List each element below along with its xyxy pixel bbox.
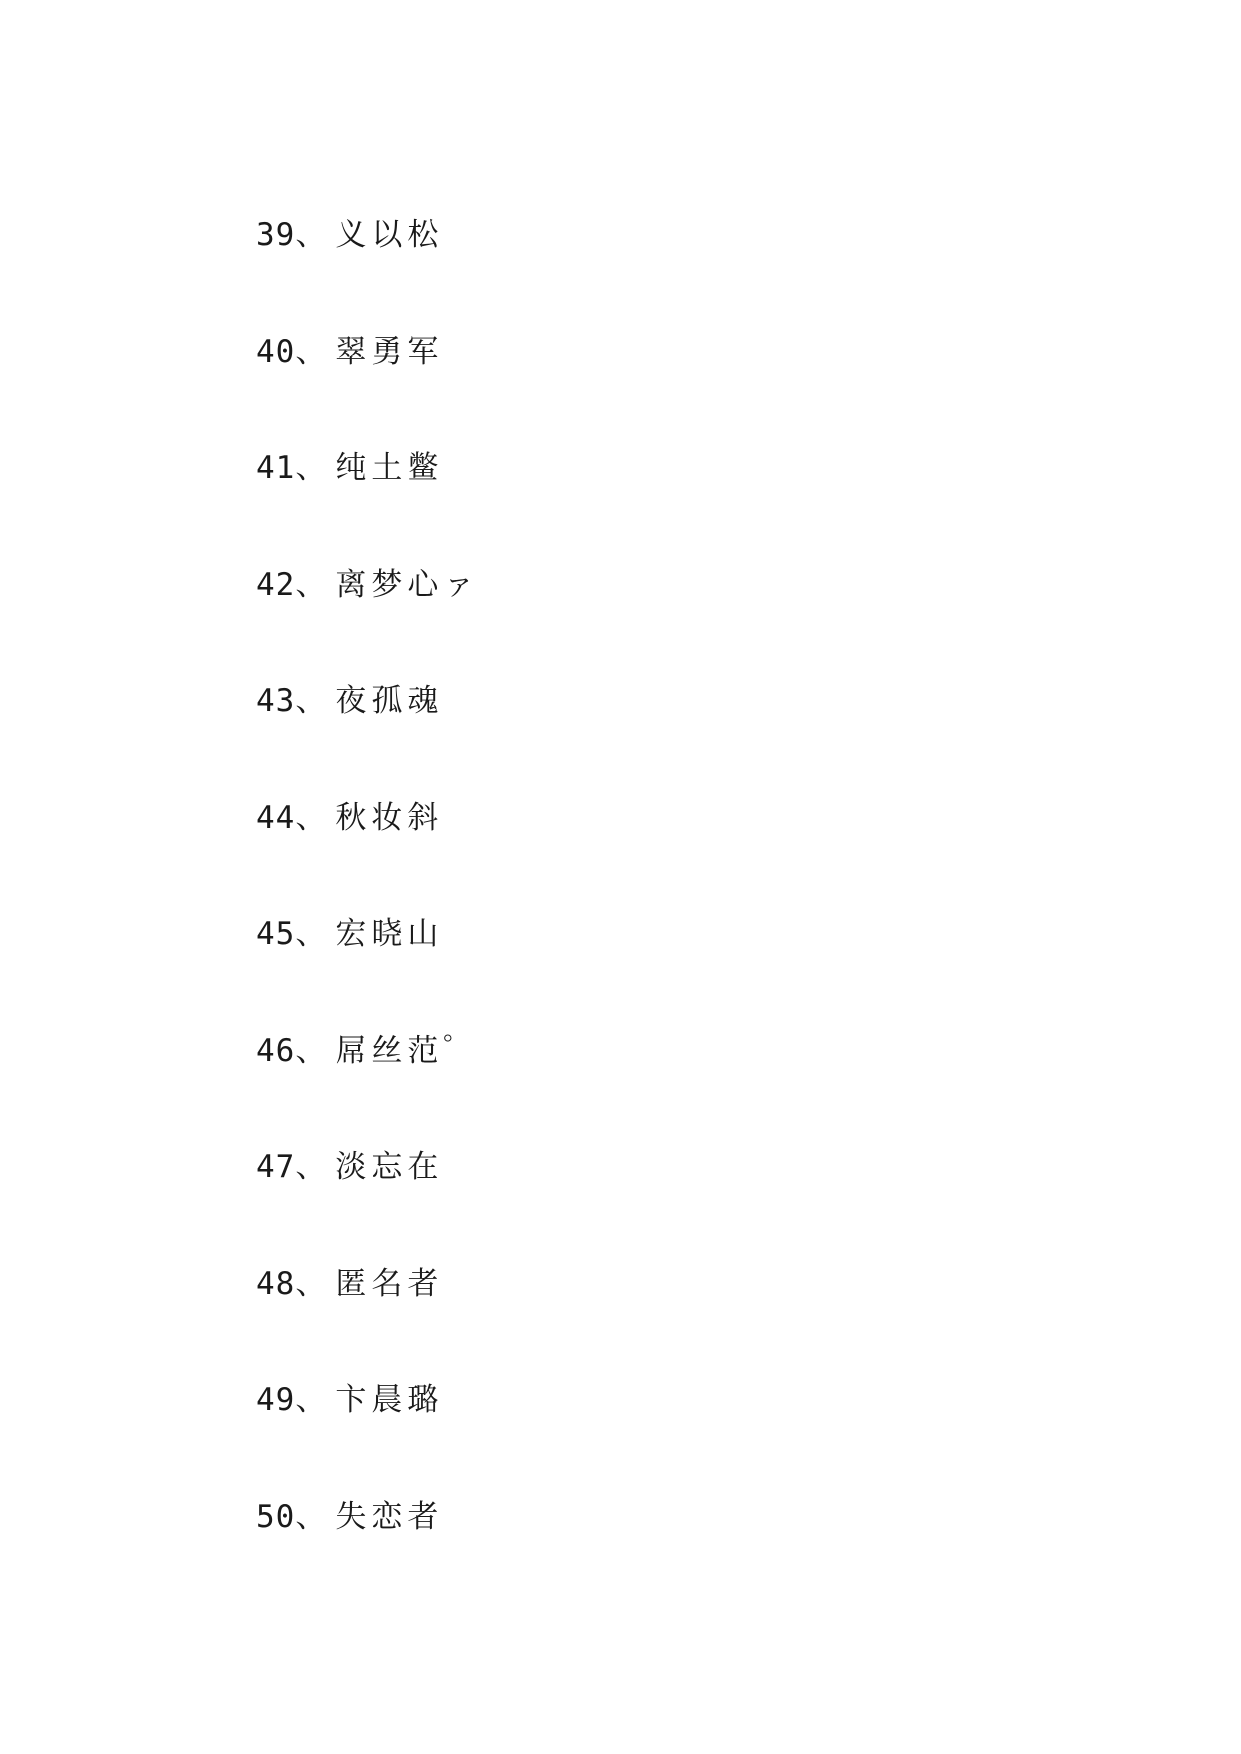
item-text: 淡忘在 xyxy=(335,1149,444,1185)
item-number: 49 xyxy=(256,1382,296,1418)
item-separator: 、 xyxy=(295,1382,332,1418)
item-number: 41 xyxy=(256,450,296,486)
item-number: 47 xyxy=(256,1149,296,1185)
item-number: 45 xyxy=(256,916,296,952)
name-list xyxy=(256,217,480,1618)
item-text: 秋妆斜 xyxy=(335,799,444,836)
list-item xyxy=(256,799,479,920)
item-text: 离梦心ァ xyxy=(335,566,480,603)
item-separator: 、 xyxy=(295,1149,332,1185)
item-separator: 、 xyxy=(295,916,332,952)
item-separator: 、 xyxy=(295,799,332,836)
item-number: 46 xyxy=(256,1032,296,1069)
list-item xyxy=(256,1265,479,1386)
item-separator: 、 xyxy=(295,450,332,486)
item-separator: 、 xyxy=(295,217,332,253)
item-text: 义以松 xyxy=(335,217,444,253)
list-item xyxy=(256,1498,479,1619)
list-item xyxy=(256,1032,480,1153)
item-text: 匿名者 xyxy=(335,1265,444,1302)
item-text: 宏晓山 xyxy=(335,916,444,952)
item-text: 翠勇军 xyxy=(335,333,444,370)
list-item xyxy=(256,1382,479,1502)
item-separator: 、 xyxy=(295,1032,332,1069)
list-item xyxy=(256,450,479,570)
item-separator: 、 xyxy=(295,333,332,370)
item-text: 卞晨璐 xyxy=(335,1382,444,1418)
item-number: 50 xyxy=(256,1498,296,1535)
item-text: 屌丝范゜ xyxy=(335,1032,480,1069)
list-item xyxy=(256,217,479,337)
item-separator: 、 xyxy=(295,566,332,603)
item-number: 43 xyxy=(256,683,296,719)
list-item xyxy=(256,1149,479,1269)
list-item xyxy=(256,916,479,1036)
item-number: 40 xyxy=(256,333,296,370)
list-item xyxy=(256,683,479,803)
item-number: 48 xyxy=(256,1265,296,1302)
item-separator: 、 xyxy=(295,1265,332,1302)
item-text: 纯土鳖 xyxy=(335,450,444,486)
item-number: 44 xyxy=(256,799,296,836)
item-number: 39 xyxy=(256,217,296,253)
item-text: 失恋者 xyxy=(335,1498,444,1535)
item-number: 42 xyxy=(256,566,296,603)
item-separator: 、 xyxy=(295,683,332,719)
item-text: 夜孤魂 xyxy=(335,683,444,719)
list-item xyxy=(256,333,479,454)
item-separator: 、 xyxy=(295,1498,332,1535)
list-item xyxy=(256,566,480,687)
